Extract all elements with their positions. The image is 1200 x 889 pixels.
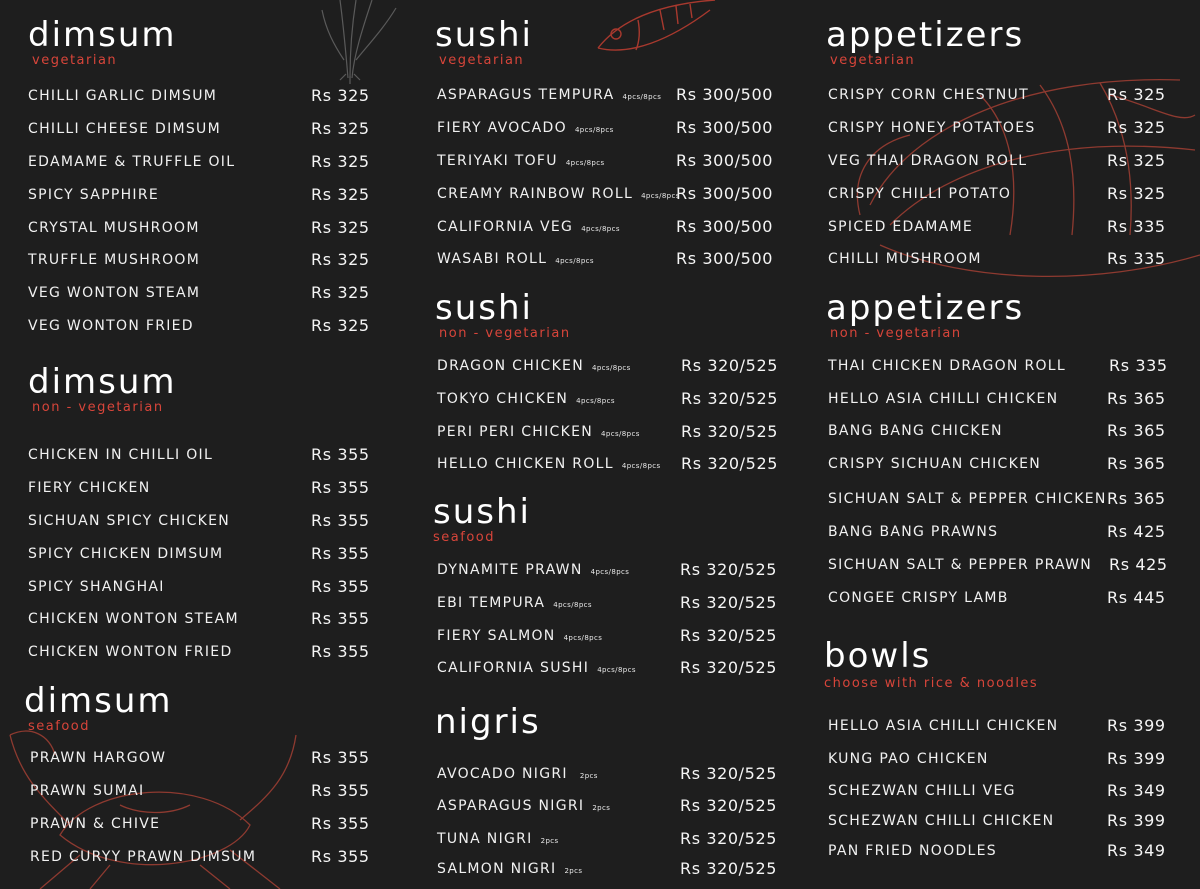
section-title: sushi bbox=[433, 492, 531, 532]
item-price: Rs 349 bbox=[1107, 781, 1166, 800]
item-name: CHICKEN WONTON STEAM bbox=[28, 611, 239, 627]
item-portion-note: 2pcs bbox=[579, 772, 598, 780]
menu-item bbox=[437, 560, 778, 580]
item-price: Rs 399 bbox=[1107, 811, 1166, 830]
item-price: Rs 365 bbox=[1107, 489, 1166, 508]
menu-item bbox=[28, 250, 370, 270]
menu-item bbox=[437, 796, 778, 816]
menu-item bbox=[28, 152, 370, 172]
menu-item bbox=[28, 185, 370, 205]
menu-item bbox=[28, 544, 370, 564]
menu-item bbox=[828, 118, 1166, 138]
menu-item bbox=[437, 85, 774, 105]
item-name: DRAGON CHICKEN bbox=[437, 358, 584, 374]
menu-item bbox=[28, 577, 370, 597]
item-price: Rs 325 bbox=[311, 86, 370, 105]
item-price: Rs 325 bbox=[311, 119, 370, 138]
item-price: Rs 320/525 bbox=[680, 829, 778, 848]
section-title: appetizers bbox=[826, 15, 1025, 55]
section-title: appetizers bbox=[826, 288, 1025, 328]
menu-section-bowls bbox=[824, 636, 1184, 876]
section-subtitle: non - vegetarian bbox=[439, 326, 571, 341]
item-price: Rs 300/500 bbox=[676, 217, 774, 236]
item-price: Rs 335 bbox=[1107, 217, 1166, 236]
menu-section-sushi-non-vegetarian bbox=[435, 288, 780, 478]
item-name: SPICED EDAMAME bbox=[828, 219, 974, 235]
menu-item bbox=[828, 454, 1166, 474]
item-name: AVOCADO NIGRI bbox=[437, 766, 568, 782]
item-name: CRYSTAL MUSHROOM bbox=[28, 220, 200, 236]
menu-item bbox=[828, 217, 1166, 237]
menu-item bbox=[28, 609, 370, 629]
item-name: CHICKEN IN CHILLI OIL bbox=[28, 447, 214, 463]
menu-item bbox=[828, 555, 1168, 575]
item-price: Rs 355 bbox=[311, 609, 370, 628]
section-title: sushi bbox=[435, 15, 533, 55]
menu-section-dimsum-vegetarian bbox=[28, 15, 373, 345]
menu-item bbox=[828, 184, 1166, 204]
menu-item bbox=[828, 85, 1166, 105]
menu-section-dimsum-seafood bbox=[24, 681, 373, 881]
item-name: BANG BANG CHICKEN bbox=[828, 423, 1003, 439]
menu-item bbox=[437, 118, 774, 138]
menu-item bbox=[30, 847, 370, 867]
menu-section-appetizers-vegetarian bbox=[826, 15, 1186, 275]
item-price: Rs 300/500 bbox=[676, 249, 774, 268]
item-price: Rs 355 bbox=[311, 781, 370, 800]
item-name: CRISPY CHILLI POTATO bbox=[828, 186, 1012, 202]
menu-item bbox=[28, 316, 370, 336]
item-price: Rs 355 bbox=[311, 847, 370, 866]
item-portion-note: 4pcs/8pcs bbox=[590, 568, 630, 576]
item-price: Rs 355 bbox=[311, 642, 370, 661]
menu-item bbox=[828, 811, 1166, 831]
item-portion-note: 2pcs bbox=[564, 867, 583, 875]
section-title: nigris bbox=[435, 702, 541, 742]
item-price: Rs 349 bbox=[1107, 841, 1166, 860]
menu-item bbox=[30, 781, 370, 801]
section-subtitle: choose with rice & noodles bbox=[824, 676, 1039, 691]
menu-item bbox=[828, 716, 1166, 736]
section-subtitle: seafood bbox=[433, 530, 495, 545]
item-price: Rs 365 bbox=[1107, 389, 1166, 408]
item-name: SCHEZWAN CHILLI CHICKEN bbox=[828, 813, 1055, 829]
item-name: CHICKEN WONTON FRIED bbox=[28, 644, 233, 660]
item-price: Rs 365 bbox=[1107, 421, 1166, 440]
item-price: Rs 355 bbox=[311, 814, 370, 833]
menu-item bbox=[30, 748, 370, 768]
item-price: Rs 335 bbox=[1109, 356, 1168, 375]
menu-item bbox=[437, 454, 779, 474]
item-price: Rs 399 bbox=[1107, 749, 1166, 768]
item-price: Rs 320/525 bbox=[680, 859, 778, 878]
item-name: EBI TEMPURA bbox=[437, 595, 546, 611]
item-name: SICHUAN SALT & PEPPER CHICKEN bbox=[828, 491, 1107, 507]
item-price: Rs 320/525 bbox=[680, 796, 778, 815]
item-name: CALIFORNIA SUSHI bbox=[437, 660, 590, 676]
item-name: FIERY SALMON bbox=[437, 628, 556, 644]
item-name: FIERY CHICKEN bbox=[28, 480, 151, 496]
menu-item bbox=[437, 593, 778, 613]
item-name: PRAWN & CHIVE bbox=[30, 816, 161, 832]
section-subtitle: seafood bbox=[28, 719, 90, 734]
menu-item bbox=[828, 249, 1166, 269]
item-portion-note: 4pcs/8pcs bbox=[574, 126, 614, 134]
section-title: sushi bbox=[435, 288, 533, 328]
item-name: TRUFFLE MUSHROOM bbox=[28, 252, 201, 268]
item-name: VEG THAI DRAGON ROLL bbox=[828, 153, 1028, 169]
item-portion-note: 2pcs bbox=[540, 837, 559, 845]
section-title: dimsum bbox=[24, 681, 173, 721]
menu-item bbox=[828, 151, 1166, 171]
item-name: SALMON NIGRI bbox=[437, 861, 557, 877]
menu-item bbox=[828, 389, 1166, 409]
item-price: Rs 355 bbox=[311, 511, 370, 530]
section-subtitle: non - vegetarian bbox=[830, 326, 962, 341]
menu-item bbox=[828, 781, 1166, 801]
item-price: Rs 300/500 bbox=[676, 118, 774, 137]
item-name: HELLO ASIA CHILLI CHICKEN bbox=[828, 391, 1059, 407]
item-name: CHILLI CHEESE DIMSUM bbox=[28, 121, 221, 137]
item-price: Rs 300/500 bbox=[676, 184, 774, 203]
item-name: VEG WONTON FRIED bbox=[28, 318, 194, 334]
menu-item bbox=[437, 356, 779, 376]
menu-item bbox=[28, 283, 370, 303]
menu-section-nigris bbox=[435, 702, 780, 887]
item-price: Rs 325 bbox=[1107, 184, 1166, 203]
item-name: WASABI ROLL bbox=[437, 251, 548, 267]
item-portion-note: 4pcs/8pcs bbox=[591, 364, 631, 372]
menu-item bbox=[437, 249, 774, 269]
item-price: Rs 320/525 bbox=[680, 626, 778, 645]
item-price: Rs 320/525 bbox=[681, 422, 779, 441]
item-name: SPICY SHANGHAI bbox=[28, 579, 165, 595]
item-name: DYNAMITE PRAWN bbox=[437, 562, 583, 578]
item-price: Rs 325 bbox=[311, 152, 370, 171]
item-name: ASPARAGUS NIGRI bbox=[437, 798, 585, 814]
menu-item bbox=[28, 218, 370, 238]
item-name: CRISPY CORN CHESTNUT bbox=[828, 87, 1029, 103]
item-price: Rs 365 bbox=[1107, 454, 1166, 473]
item-price: Rs 320/525 bbox=[680, 593, 778, 612]
item-name: HELLO CHICKEN ROLL bbox=[437, 456, 614, 472]
item-price: Rs 355 bbox=[311, 544, 370, 563]
menu-item bbox=[828, 421, 1166, 441]
menu-item bbox=[30, 814, 370, 834]
section-subtitle: vegetarian bbox=[32, 53, 118, 68]
item-name: BANG BANG PRAWNS bbox=[828, 524, 999, 540]
item-name: SICHUAN SALT & PEPPER PRAWN bbox=[828, 557, 1093, 573]
item-price: Rs 325 bbox=[1107, 85, 1166, 104]
menu-item bbox=[437, 217, 774, 237]
item-price: Rs 355 bbox=[311, 478, 370, 497]
menu-item bbox=[437, 184, 774, 204]
item-portion-note: 4pcs/8pcs bbox=[581, 225, 620, 233]
item-price: Rs 320/525 bbox=[681, 389, 779, 408]
item-name: RED CURYY PRAWN DIMSUM bbox=[30, 849, 257, 865]
item-price: Rs 355 bbox=[311, 445, 370, 464]
item-price: Rs 425 bbox=[1107, 522, 1166, 541]
menu-item bbox=[437, 829, 778, 849]
item-portion-note: 4pcs/8pcs bbox=[621, 462, 661, 470]
menu-item bbox=[828, 522, 1166, 542]
item-name: CRISPY SICHUAN CHICKEN bbox=[828, 456, 1042, 472]
menu-section-dimsum-non-vegetarian bbox=[28, 362, 373, 667]
item-name: SPICY CHICKEN DIMSUM bbox=[28, 546, 224, 562]
item-portion-note: 4pcs/8pcs bbox=[563, 634, 603, 642]
item-price: Rs 320/525 bbox=[680, 560, 778, 579]
item-name: CHILLI MUSHROOM bbox=[828, 251, 982, 267]
section-subtitle: vegetarian bbox=[830, 53, 916, 68]
item-name: THAI CHICKEN DRAGON ROLL bbox=[828, 358, 1067, 374]
item-name: PAN FRIED NOODLES bbox=[828, 843, 997, 859]
item-price: Rs 399 bbox=[1107, 716, 1166, 735]
item-name: KUNG PAO CHICKEN bbox=[828, 751, 989, 767]
section-title: dimsum bbox=[28, 362, 177, 402]
item-name: CRISPY HONEY POTATOES bbox=[828, 120, 1036, 136]
item-name: TUNA NIGRI bbox=[437, 831, 533, 847]
item-price: Rs 300/500 bbox=[676, 151, 774, 170]
item-price: Rs 320/525 bbox=[680, 764, 778, 783]
menu-item bbox=[828, 841, 1166, 861]
item-name: PERI PERI CHICKEN bbox=[437, 424, 593, 440]
menu-item bbox=[437, 626, 778, 646]
item-price: Rs 425 bbox=[1109, 555, 1168, 574]
item-name: EDAMAME & TRUFFLE OIL bbox=[28, 154, 236, 170]
item-portion-note: 4pcs/8pcs bbox=[641, 192, 680, 200]
menu-section-sushi-vegetarian bbox=[435, 15, 780, 275]
item-price: Rs 325 bbox=[311, 250, 370, 269]
item-price: Rs 325 bbox=[311, 218, 370, 237]
menu-item bbox=[28, 86, 370, 106]
item-price: Rs 355 bbox=[311, 577, 370, 596]
item-portion-note: 4pcs/8pcs bbox=[553, 601, 592, 609]
item-price: Rs 335 bbox=[1107, 249, 1166, 268]
item-name: SCHEZWAN CHILLI VEG bbox=[828, 783, 1016, 799]
item-name: ASPARAGUS TEMPURA bbox=[437, 87, 615, 103]
item-name: CREAMY RAINBOW ROLL bbox=[437, 186, 634, 202]
item-name: VEG WONTON STEAM bbox=[28, 285, 201, 301]
item-price: Rs 320/525 bbox=[681, 454, 779, 473]
item-price: Rs 325 bbox=[311, 185, 370, 204]
item-price: Rs 325 bbox=[311, 283, 370, 302]
section-subtitle: vegetarian bbox=[439, 53, 525, 68]
menu-section-sushi-seafood bbox=[433, 492, 778, 682]
menu-item bbox=[437, 151, 774, 171]
item-name: CONGEE CRISPY LAMB bbox=[828, 590, 1009, 606]
menu-item bbox=[828, 489, 1166, 509]
item-price: Rs 325 bbox=[311, 316, 370, 335]
menu-item bbox=[28, 642, 370, 662]
item-price: Rs 355 bbox=[311, 748, 370, 767]
item-portion-note: 4pcs/8pcs bbox=[565, 159, 605, 167]
menu-item bbox=[437, 422, 779, 442]
item-name: TOKYO CHICKEN bbox=[437, 391, 569, 407]
item-name: SICHUAN SPICY CHICKEN bbox=[28, 513, 231, 529]
item-name: PRAWN SUMAI bbox=[30, 783, 145, 799]
item-name: PRAWN HARGOW bbox=[30, 750, 167, 766]
item-name: HELLO ASIA CHILLI CHICKEN bbox=[828, 718, 1059, 734]
section-title: bowls bbox=[824, 636, 932, 676]
menu-item bbox=[437, 658, 778, 678]
item-portion-note: 4pcs/8pcs bbox=[601, 430, 640, 438]
item-name: TERIYAKI TOFU bbox=[437, 153, 558, 169]
item-portion-note: 4pcs/8pcs bbox=[555, 257, 594, 265]
item-name: CALIFORNIA VEG bbox=[437, 219, 574, 235]
menu-section-appetizers-non-vegetarian bbox=[826, 288, 1186, 618]
menu-item bbox=[28, 478, 370, 498]
item-price: Rs 325 bbox=[1107, 151, 1166, 170]
item-name: FIERY AVOCADO bbox=[437, 120, 567, 136]
item-portion-note: 2pcs bbox=[592, 804, 611, 812]
section-title: dimsum bbox=[28, 15, 177, 55]
item-name: SPICY SAPPHIRE bbox=[28, 187, 160, 203]
menu-item bbox=[828, 356, 1168, 376]
item-name: CHILLI GARLIC DIMSUM bbox=[28, 88, 218, 104]
item-portion-note: 4pcs/8pcs bbox=[576, 397, 615, 405]
menu-item bbox=[828, 749, 1166, 769]
item-price: Rs 325 bbox=[1107, 118, 1166, 137]
menu-item bbox=[437, 764, 778, 784]
menu-item bbox=[28, 445, 370, 465]
item-price: Rs 300/500 bbox=[676, 85, 774, 104]
menu-item bbox=[828, 588, 1166, 608]
menu-item bbox=[437, 389, 779, 409]
menu-item bbox=[28, 511, 370, 531]
item-price: Rs 320/525 bbox=[680, 658, 778, 677]
item-portion-note: 4pcs/8pcs bbox=[622, 93, 662, 101]
item-price: Rs 320/525 bbox=[681, 356, 779, 375]
item-portion-note: 4pcs/8pcs bbox=[597, 666, 636, 674]
menu-item bbox=[437, 859, 778, 879]
item-price: Rs 445 bbox=[1107, 588, 1166, 607]
section-subtitle: non - vegetarian bbox=[32, 400, 164, 415]
menu-item bbox=[28, 119, 370, 139]
